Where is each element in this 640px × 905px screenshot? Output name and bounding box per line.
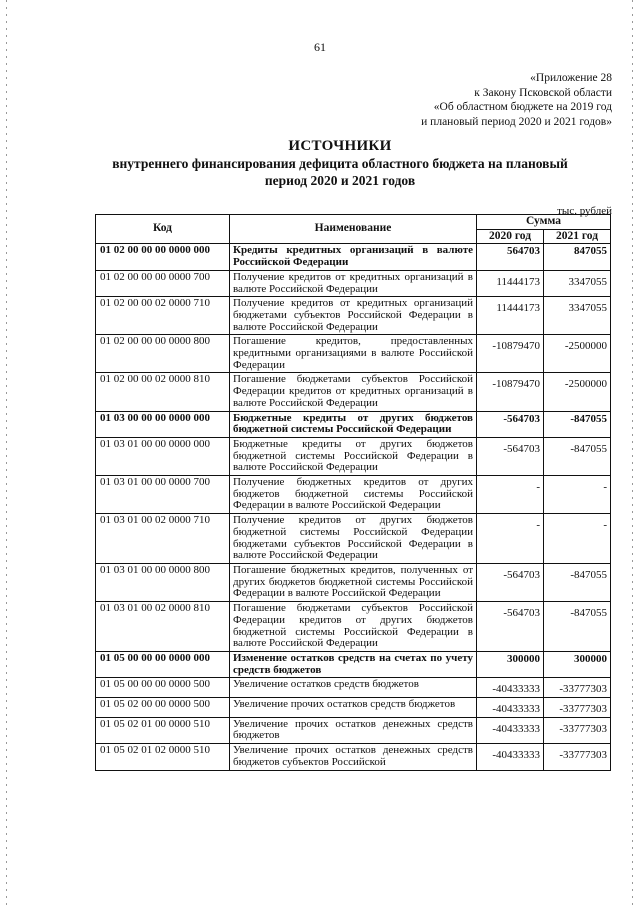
table-row: [96, 602, 611, 652]
sum-2020-cell: -40433333: [477, 744, 544, 770]
scan-edge-right: [632, 0, 633, 905]
name-cell: Увеличение остатков средств бюджетов: [230, 678, 477, 698]
sum-2020-cell: -564703: [477, 411, 544, 437]
name-cell: Получение кредитов от кредитных организаций бюджетами субъектов Российской Федерации в валюте Российской Федерации: [230, 297, 477, 335]
sum-2020-cell: -40433333: [477, 698, 544, 718]
sum-2021-cell: -: [544, 514, 611, 564]
table-row: [96, 717, 611, 743]
page-number: 61: [314, 40, 326, 54]
sum-2020-cell: -40433333: [477, 717, 544, 743]
sum-2021-cell: -: [544, 476, 611, 514]
code-cell: 01 05 02 01 00 0000 510: [96, 717, 230, 743]
document-title: [60, 138, 620, 189]
units-label: тыс. рублей: [557, 205, 612, 217]
code-cell: 01 03 01 00 02 0000 710: [96, 514, 230, 564]
name-cell: Погашение кредитов, предоставленных кредитными организациями в валюте Российской Федерации: [230, 335, 477, 373]
name-cell: Изменение остатков средств на счетах по учету средств бюджетов: [230, 651, 477, 677]
code-cell: 01 03 01 00 00 0000 800: [96, 563, 230, 601]
table-row: [96, 270, 611, 296]
table-row: [96, 437, 611, 475]
appendix-line: «Приложение 28: [530, 72, 612, 84]
name-cell: Получение бюджетных кредитов от других бюджетов бюджетной системы Российской Федерации в валюте Российской Федерации: [230, 476, 477, 514]
code-cell: 01 03 00 00 00 0000 000: [96, 411, 230, 437]
code-cell: 01 02 00 00 00 0000 800: [96, 335, 230, 373]
title-line: внутреннего финансирования дефицита областного бюджета на плановый: [112, 156, 568, 171]
sum-2020-cell: -564703: [477, 437, 544, 475]
code-cell: 01 05 00 00 00 0000 500: [96, 678, 230, 698]
code-cell: 01 03 01 00 00 0000 700: [96, 476, 230, 514]
scan-edge-left: [6, 0, 7, 905]
header-name: Наименование: [230, 215, 477, 244]
code-cell: 01 03 01 00 02 0000 810: [96, 602, 230, 652]
sum-2021-cell: 847055: [544, 244, 611, 270]
code-cell: 01 02 00 00 00 0000 700: [96, 270, 230, 296]
sum-2020-cell: -10879470: [477, 373, 544, 411]
appendix-reference: [421, 71, 612, 129]
appendix-line: и плановый период 2020 и 2021 годов»: [421, 115, 612, 128]
table-row: [96, 698, 611, 718]
sum-2021-cell: -847055: [544, 563, 611, 601]
header-sum: Сумма: [477, 215, 611, 230]
code-cell: 01 02 00 00 02 0000 810: [96, 373, 230, 411]
table-row: [96, 744, 611, 770]
name-cell: Увеличение прочих остатков денежных средств бюджетов: [230, 717, 477, 743]
appendix-line: «Об областном бюджете на 2019 год: [433, 101, 612, 113]
title-line: ИСТОЧНИКИ: [288, 138, 392, 154]
sum-2021-cell: -33777303: [544, 678, 611, 698]
header-2020: 2020 год: [477, 229, 544, 244]
sum-2020-cell: 300000: [477, 651, 544, 677]
name-cell: Увеличение прочих остатков средств бюджетов: [230, 698, 477, 718]
sum-2021-cell: -33777303: [544, 717, 611, 743]
code-cell: 01 02 00 00 02 0000 710: [96, 297, 230, 335]
sum-2021-cell: -847055: [544, 411, 611, 437]
sum-2021-cell: 3347055: [544, 270, 611, 296]
header-2021: 2021 год: [544, 229, 611, 244]
sum-2020-cell: -564703: [477, 602, 544, 652]
sources-table: [95, 214, 611, 771]
sum-2020-cell: 11444173: [477, 297, 544, 335]
sum-2020-cell: -10879470: [477, 335, 544, 373]
sum-2021-cell: -2500000: [544, 373, 611, 411]
sum-2020-cell: -: [477, 514, 544, 564]
name-cell: Погашение бюджетами субъектов Российской Федерации кредитов от других бюджетов бюджетной системы Российской Федерации в валюте Российской Федерации: [230, 602, 477, 652]
code-cell: 01 05 02 01 02 0000 510: [96, 744, 230, 770]
sum-2021-cell: -33777303: [544, 744, 611, 770]
name-cell: Погашение бюджетами субъектов Российской Федерации кредитов от кредитных организаций в валюте Российской Федерации: [230, 373, 477, 411]
code-cell: 01 02 00 00 00 0000 000: [96, 244, 230, 270]
sum-2021-cell: -847055: [544, 437, 611, 475]
sum-2020-cell: -: [477, 476, 544, 514]
table-row: [96, 678, 611, 698]
header-code: Код: [96, 215, 230, 244]
name-cell: Бюджетные кредиты от других бюджетов бюджетной системы Российской Федерации в валюте Российской Федерации: [230, 437, 477, 475]
code-cell: 01 05 02 00 00 0000 500: [96, 698, 230, 718]
appendix-line: к Закону Псковской области: [474, 86, 612, 99]
name-cell: Получение кредитов от кредитных организаций в валюте Российской Федерации: [230, 270, 477, 296]
table-row: [96, 651, 611, 677]
table-row: [96, 411, 611, 437]
code-cell: 01 05 00 00 00 0000 000: [96, 651, 230, 677]
sum-2021-cell: -33777303: [544, 698, 611, 718]
sum-2020-cell: 564703: [477, 244, 544, 270]
name-cell: Бюджетные кредиты от других бюджетов бюджетной системы Российской Федерации: [230, 411, 477, 437]
sum-2021-cell: 300000: [544, 651, 611, 677]
sum-2020-cell: -564703: [477, 563, 544, 601]
table-row: [96, 514, 611, 564]
sum-2021-cell: -2500000: [544, 335, 611, 373]
sum-2020-cell: -40433333: [477, 678, 544, 698]
name-cell: Увеличение прочих остатков денежных средств бюджетов субъектов Российской: [230, 744, 477, 770]
table-row: [96, 335, 611, 373]
title-line: период 2020 и 2021 годов: [264, 173, 416, 188]
table-row: [96, 297, 611, 335]
name-cell: Кредиты кредитных организаций в валюте Российской Федерации: [230, 244, 477, 270]
sum-2021-cell: -847055: [544, 602, 611, 652]
code-cell: 01 03 01 00 00 0000 000: [96, 437, 230, 475]
name-cell: Погашение бюджетных кредитов, полученных от других бюджетов бюджетной системы Российской Федерации в валюте Российской Федерации: [230, 563, 477, 601]
name-cell: Получение кредитов от других бюджетов бюджетной системы Российской Федерации бюджетами субъектов Российской Федерации в валюте Российской Федерации: [230, 514, 477, 564]
table-row: [96, 563, 611, 601]
table-row: [96, 476, 611, 514]
table-row: [96, 373, 611, 411]
sum-2021-cell: 3347055: [544, 297, 611, 335]
sum-2020-cell: 11444173: [477, 270, 544, 296]
table-row: [96, 244, 611, 270]
